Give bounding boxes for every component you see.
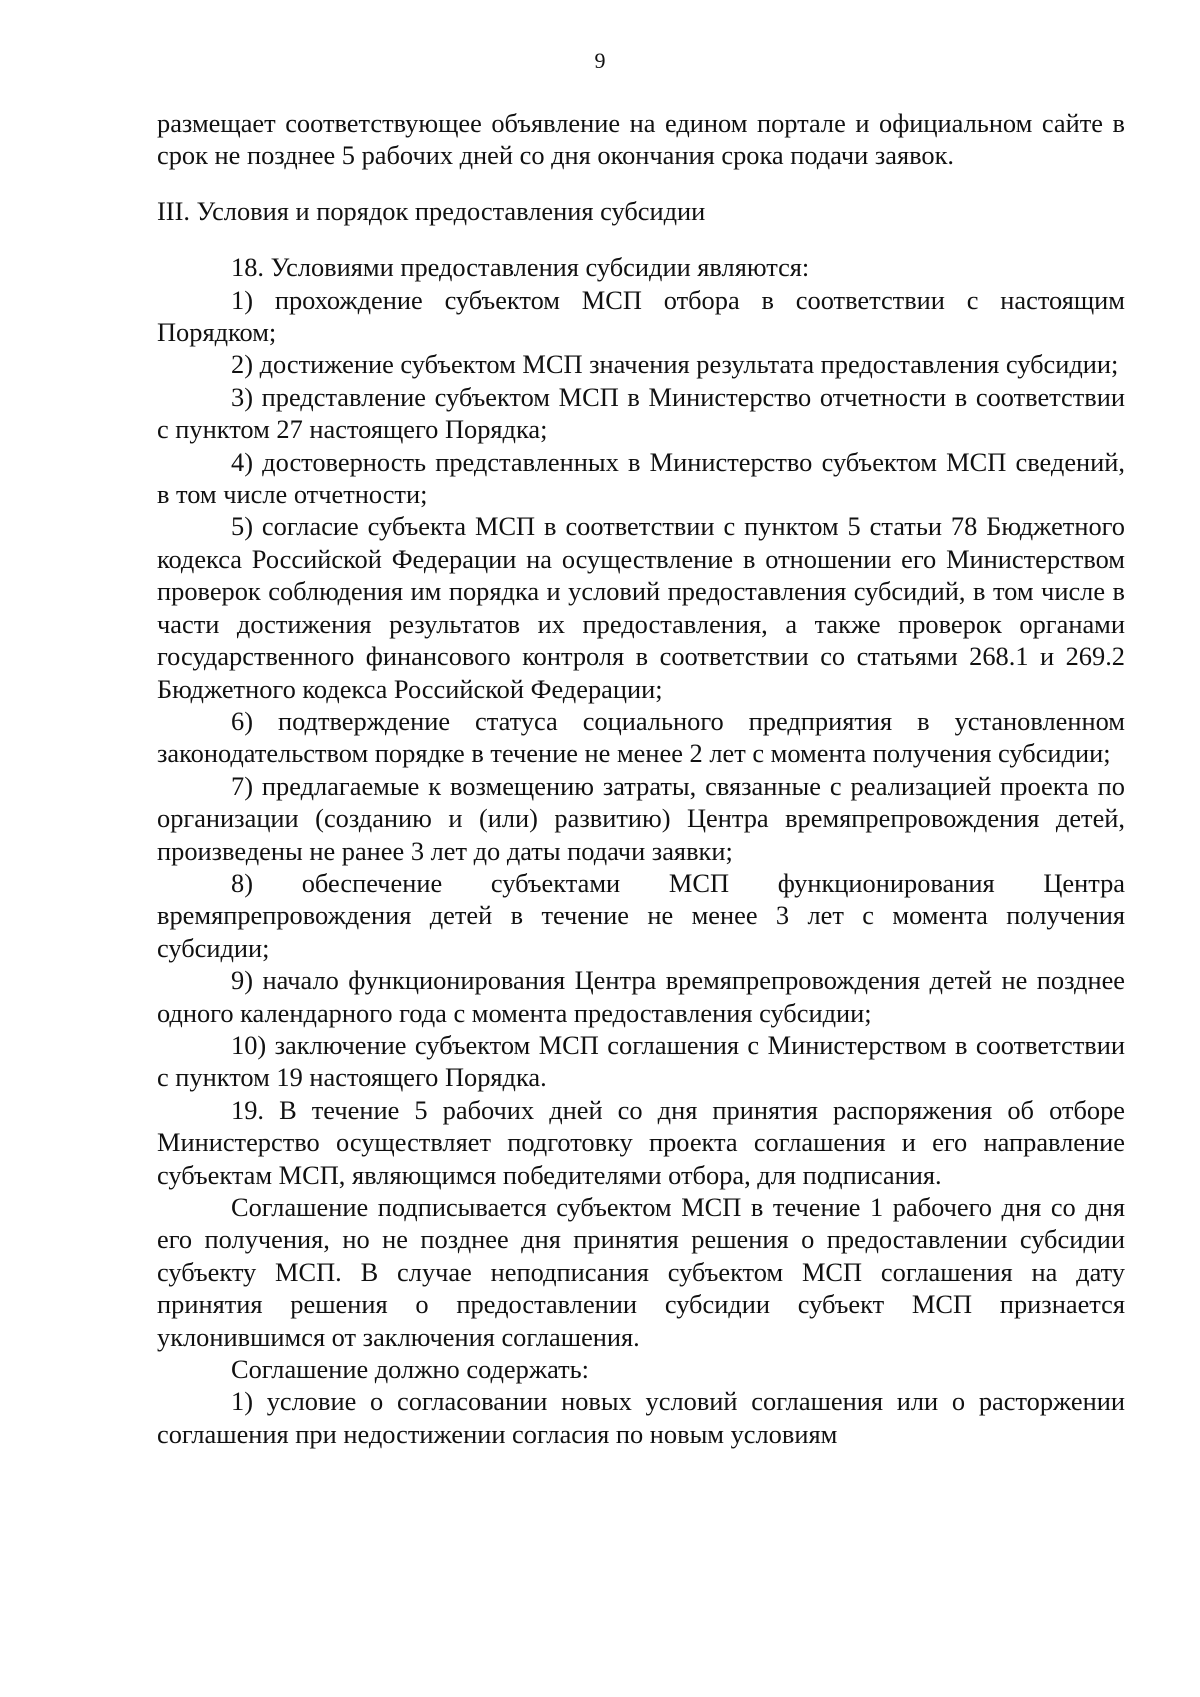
agreement-contents-item-1: 1) условие о согласовании новых условий соглашения или о расторжении соглашения при недостижении согласия по новым условиям (157, 1386, 1125, 1449)
intro-paragraph: размещает соответствующее объявление на едином портале и официальном сайте в срок не позднее 5 рабочих дней со дня окончания срока подачи заявок. (157, 108, 1125, 171)
clause-18-item-9: 9) начало функционирования Центра времяпрепровождения детей не позднее одного календарного года с момента предоставления субсидии; (157, 965, 1125, 1028)
clause-18-item-6: 6) подтверждение статуса социального предприятия в установленном законодательством порядке в течение не менее 2 лет с момента получения субсидии; (157, 705, 1125, 769)
clause-18-item-3: 3) представление субъектом МСП в Министерство отчетности в соответствии с пунктом 27 настоящего Порядка; (157, 381, 1125, 445)
clause-18-item-5: 5) согласие субъекта МСП в соответствии с пунктом 5 статьи 78 Бюджетного кодекса Российской Федерации на осуществление в отношении его Министерством проверок соблюдения им порядка и условий предоставления субсидий, в том числе в части достижения результатов их предоставления, а также проверок органами государственного финансового контроля в соответствии со статьями 268.1 и 269.2 Бюджетного кодекса Российской Федерации; (157, 511, 1125, 704)
clause-18-item-8: 8) обеспечение субъектами МСП функционирования Центра времяпрепровождения детей в течение не менее 3 лет с момента получения субсидии; (157, 867, 1125, 963)
clause-18-lead: 18. Условиями предоставления субсидии являются: (231, 252, 810, 283)
clause-18-item-1: 1) прохождение субъектом МСП отбора в соответствии с настоящим Порядком; (157, 284, 1125, 348)
page-number: 9 (594, 48, 606, 73)
agreement-signing-paragraph: Соглашение подписывается субъектом МСП в течение 1 рабочего дня со дня его получения, но не позднее дня принятия решения о предоставлении субсидии субъекту МСП. В случае неподписания субъектом МСП соглашения на дату принятия решения о предоставлении субсидии субъект МСП признается уклонившимся от заключения соглашения. (157, 1192, 1125, 1352)
clause-18-item-10: 10) заключение субъектом МСП соглашения с Министерством в соответствии с пунктом 19 настоящего Порядка. (157, 1029, 1125, 1093)
clause-18-item-7: 7) предлагаемые к возмещению затраты, связанные с реализацией проекта по организации (созданию и (или) развитию) Центра времяпрепровождения детей, произведены не ранее 3 лет до даты подачи заявки; (157, 770, 1125, 866)
clause-19-paragraph: 19. В течение 5 рабочих дней со дня принятия распоряжения об отборе Министерство осуществляет подготовку проекта соглашения и его направление субъектам МСП, являющимся победителями отбора, для подписания. (157, 1094, 1125, 1190)
document-body (157, 107, 1125, 1450)
clause-18-item-2: 2) достижение субъектом МСП значения результата предоставления субсидии; (231, 349, 1119, 380)
section-heading: III. Условия и порядок предоставления субсидии (157, 195, 706, 226)
agreement-contents-lead: Соглашение должно содержать: (231, 1354, 589, 1385)
clause-18-item-4: 4) достоверность представленных в Министерство субъектом МСП сведений, в том числе отчетности; (157, 446, 1125, 510)
